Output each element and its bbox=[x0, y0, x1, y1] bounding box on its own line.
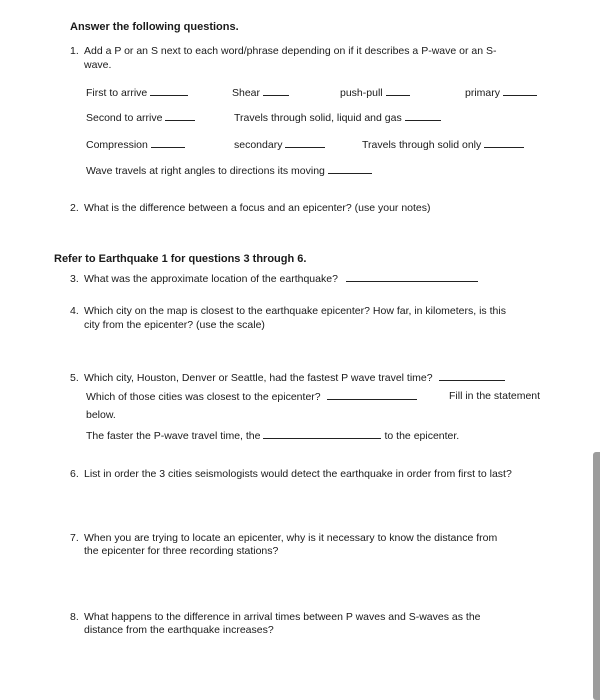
answer-blank-secondary[interactable] bbox=[285, 138, 325, 148]
question-3 bbox=[70, 272, 478, 286]
item-first-to-arrive bbox=[86, 86, 188, 99]
item-secondary-label: secondary bbox=[234, 139, 283, 151]
item-compression-label: Compression bbox=[86, 139, 148, 151]
question-7-line1: When you are trying to locate an epicenter, why is it necessary to know the distance from bbox=[84, 532, 498, 544]
question-8 bbox=[70, 611, 481, 624]
answer-blank-q3[interactable] bbox=[346, 272, 478, 282]
section-heading-answer: Answer the following questions. bbox=[70, 21, 239, 33]
item-primary-label: primary bbox=[465, 87, 501, 99]
answer-blank-push-pull[interactable] bbox=[386, 86, 410, 96]
scrollbar-thumb[interactable] bbox=[593, 452, 600, 700]
item-travels-solid-liquid-gas bbox=[234, 111, 441, 124]
answer-blank-compression[interactable] bbox=[151, 138, 185, 148]
question-4-line1: Which city on the map is closest to the earthquake epicenter? How far, in kilometers, is this bbox=[84, 305, 506, 317]
question-5-number: 5. bbox=[70, 372, 79, 384]
question-5-line2-text: Which of those cities was closest to the epicenter? bbox=[86, 391, 321, 403]
item-push-pull-label: push-pull bbox=[340, 87, 383, 99]
item-push-pull bbox=[340, 86, 410, 99]
question-8-line1: What happens to the difference in arrival times between P waves and S-waves as the bbox=[84, 611, 481, 623]
question-6-number: 6. bbox=[70, 468, 79, 480]
question-4 bbox=[70, 305, 506, 318]
question-4-line2: city from the epicenter? (use the scale) bbox=[84, 319, 265, 331]
item-travels-solid-only-label: Travels through solid only bbox=[362, 139, 482, 151]
item-second-to-arrive bbox=[86, 111, 195, 124]
section-heading-earthquake: Refer to Earthquake 1 for questions 3 through 6. bbox=[54, 253, 307, 265]
question-1-line1: Add a P or an S next to each word/phrase depending on if it describes a P-wave or an S- bbox=[84, 45, 497, 57]
answer-blank-first-to-arrive[interactable] bbox=[150, 86, 188, 96]
answer-blank-travels-solid-liquid-gas[interactable] bbox=[405, 111, 441, 121]
question-8-line2: distance from the earthquake increases? bbox=[84, 624, 274, 636]
answer-blank-primary[interactable] bbox=[503, 86, 537, 96]
item-first-to-arrive-label: First to arrive bbox=[86, 87, 148, 99]
question-1 bbox=[70, 45, 496, 58]
question-5-line1: Which city, Houston, Denver or Seattle, had the fastest P wave travel time? bbox=[84, 372, 433, 384]
question-5-statement bbox=[86, 429, 459, 443]
question-5-statement-start: The faster the P-wave travel time, the bbox=[86, 430, 261, 442]
item-primary bbox=[465, 86, 537, 99]
answer-blank-q5-closest[interactable] bbox=[327, 390, 417, 400]
question-3-number: 3. bbox=[70, 273, 79, 285]
answer-blank-q5-fastest[interactable] bbox=[439, 371, 505, 381]
question-1-line2: wave. bbox=[84, 59, 112, 71]
item-second-to-arrive-label: Second to arrive bbox=[86, 112, 163, 124]
question-2 bbox=[70, 202, 431, 215]
question-2-text: What is the difference between a focus and an epicenter? (use your notes) bbox=[84, 202, 431, 214]
question-3-text: What was the approximate location of the earthquake? bbox=[84, 273, 338, 285]
item-secondary bbox=[234, 138, 325, 151]
question-5-fill-in: Fill in the statement bbox=[449, 390, 541, 402]
item-compression bbox=[86, 138, 185, 151]
question-6 bbox=[70, 468, 512, 481]
item-right-angles bbox=[86, 164, 372, 177]
item-right-angles-label: Wave travels at right angles to directions its moving bbox=[86, 165, 325, 177]
question-1-number: 1. bbox=[70, 45, 79, 57]
question-7 bbox=[70, 532, 497, 545]
question-4-number: 4. bbox=[70, 305, 79, 317]
question-5-statement-end: to the epicenter. bbox=[384, 430, 460, 442]
question-5-below: below. bbox=[86, 409, 116, 421]
question-5-line2 bbox=[86, 390, 417, 404]
answer-blank-right-angles[interactable] bbox=[328, 164, 372, 174]
question-2-number: 2. bbox=[70, 202, 79, 214]
item-shear-label: Shear bbox=[232, 87, 261, 99]
item-travels-solid-only bbox=[362, 138, 524, 151]
answer-blank-shear[interactable] bbox=[263, 86, 289, 96]
question-7-line2: the epicenter for three recording stations? bbox=[84, 545, 279, 557]
answer-blank-q5-statement[interactable] bbox=[263, 429, 381, 439]
answer-blank-travels-solid-only[interactable] bbox=[484, 138, 524, 148]
item-travels-solid-liquid-gas-label: Travels through solid, liquid and gas bbox=[234, 112, 402, 124]
question-6-text: List in order the 3 cities seismologists would detect the earthquake in order from first to last? bbox=[84, 468, 512, 480]
question-5 bbox=[70, 371, 505, 385]
question-8-number: 8. bbox=[70, 611, 79, 623]
question-7-number: 7. bbox=[70, 532, 79, 544]
answer-blank-second-to-arrive[interactable] bbox=[165, 111, 195, 121]
item-shear bbox=[232, 86, 289, 99]
